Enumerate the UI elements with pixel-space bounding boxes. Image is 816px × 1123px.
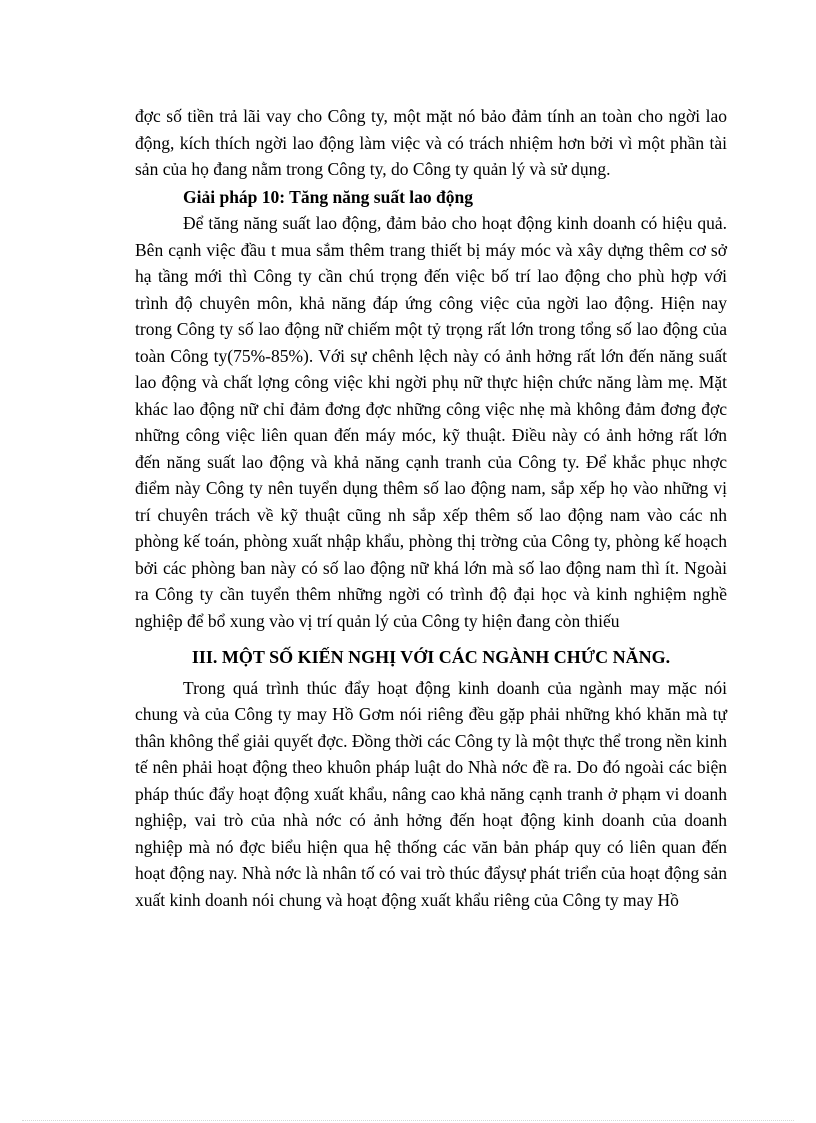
page-footer-divider [22,1120,794,1121]
document-body [135,103,727,913]
paragraph-labor-productivity: Để tăng năng suất lao động, đảm bảo cho hoạt động kinh doanh có hiệu quả. Bên cạnh việc đầu t mua sắm thêm trang thiết bị máy móc và xây dựng thêm cơ sở hạ tầng mới thì Công ty cần chú trọng đến việc bố trí lao động cho phù hợp với trình độ chuyên môn, khả năng đáp ứng công việc của ngời lao động. Hiện nay trong Công ty số lao động nữ chiếm một tỷ trọng rất lớn trong tổng số lao động của toàn Công ty(75%-85%). Với sự chênh lệch này có ảnh hởng rất lớn đến năng suất lao động và chất lợng công việc khi ngời phụ nữ thực hiện chức năng làm mẹ. Mặt khác lao động nữ chỉ đảm đơng đợc những công việc nhẹ mà không đảm đơng đợc những công việc liên quan đến máy móc, kỹ thuật. Điều này có ảnh hởng rất lớn đến năng suất lao động và khả năng cạnh tranh của Công ty. Để khắc phục nhợc điểm này Công ty nên tuyển dụng thêm số lao động nam, sắp xếp họ vào những vị trí chuyên trách về kỹ thuật cũng nh sắp xếp thêm số lao động nam vào các nh phòng kế toán, phòng xuất nhập khẩu, phòng thị trờng của Công ty, phòng kế hoạch bởi các phòng ban này có số lao động nữ khá lớn mà số lao động nam thì ít. Ngoài ra Công ty cần tuyển thêm những ngời có trình độ đại học và kinh nghiệm nghề nghiệp để bổ xung vào vị trí quản lý của Công ty hiện đang còn thiếu [135,213,727,631]
heading-solution-10: Giải pháp 10: Tăng năng suất lao động [183,186,473,207]
paragraph-recommendations: Trong quá trình thúc đẩy hoạt động kinh doanh của ngành may mặc nói chung và của Công ty may Hồ Gơm nói riêng đều gặp phải những khó khăn mà tự thân không thể giải quyết đợc. Đồng thời các Công ty là một thực thể trong nền kinh tế nên phải hoạt động theo khuôn pháp luật do Nhà nớc đề ra. Do đó ngoài các biện pháp thúc đẩy hoạt động xuất khẩu, nâng cao khả năng cạnh tranh ở phạm vi doanh nghiệp, vai trò của nhà nớc có ảnh hởng đến hoạt động kinh doanh của doanh nghiệp mà nó đợc biểu hiện qua hệ thống các văn bản pháp quy có liên quan đến hoạt động nay. Nhà nớc là nhân tố có vai trò thúc đẩysự phát triển của hoạt động sản xuất kinh doanh nói chung và hoạt động xuất khẩu riêng của Công ty may Hồ [135,677,727,910]
heading-section-3: III. MỘT SỐ KIẾN NGHỊ VỚI CÁC NGÀNH CHỨC NĂNG. [191,647,671,667]
paragraph-continuation: đợc số tiền trả lãi vay cho Công ty, một mặt nó bảo đảm tính an toàn cho ngời lao động, kích thích ngời lao động làm việc và có trách nhiệm hơn bởi vì một phần tài sản của họ đang nằm trong Công ty, do Công ty quản lý và sử dụng. [135,106,727,179]
